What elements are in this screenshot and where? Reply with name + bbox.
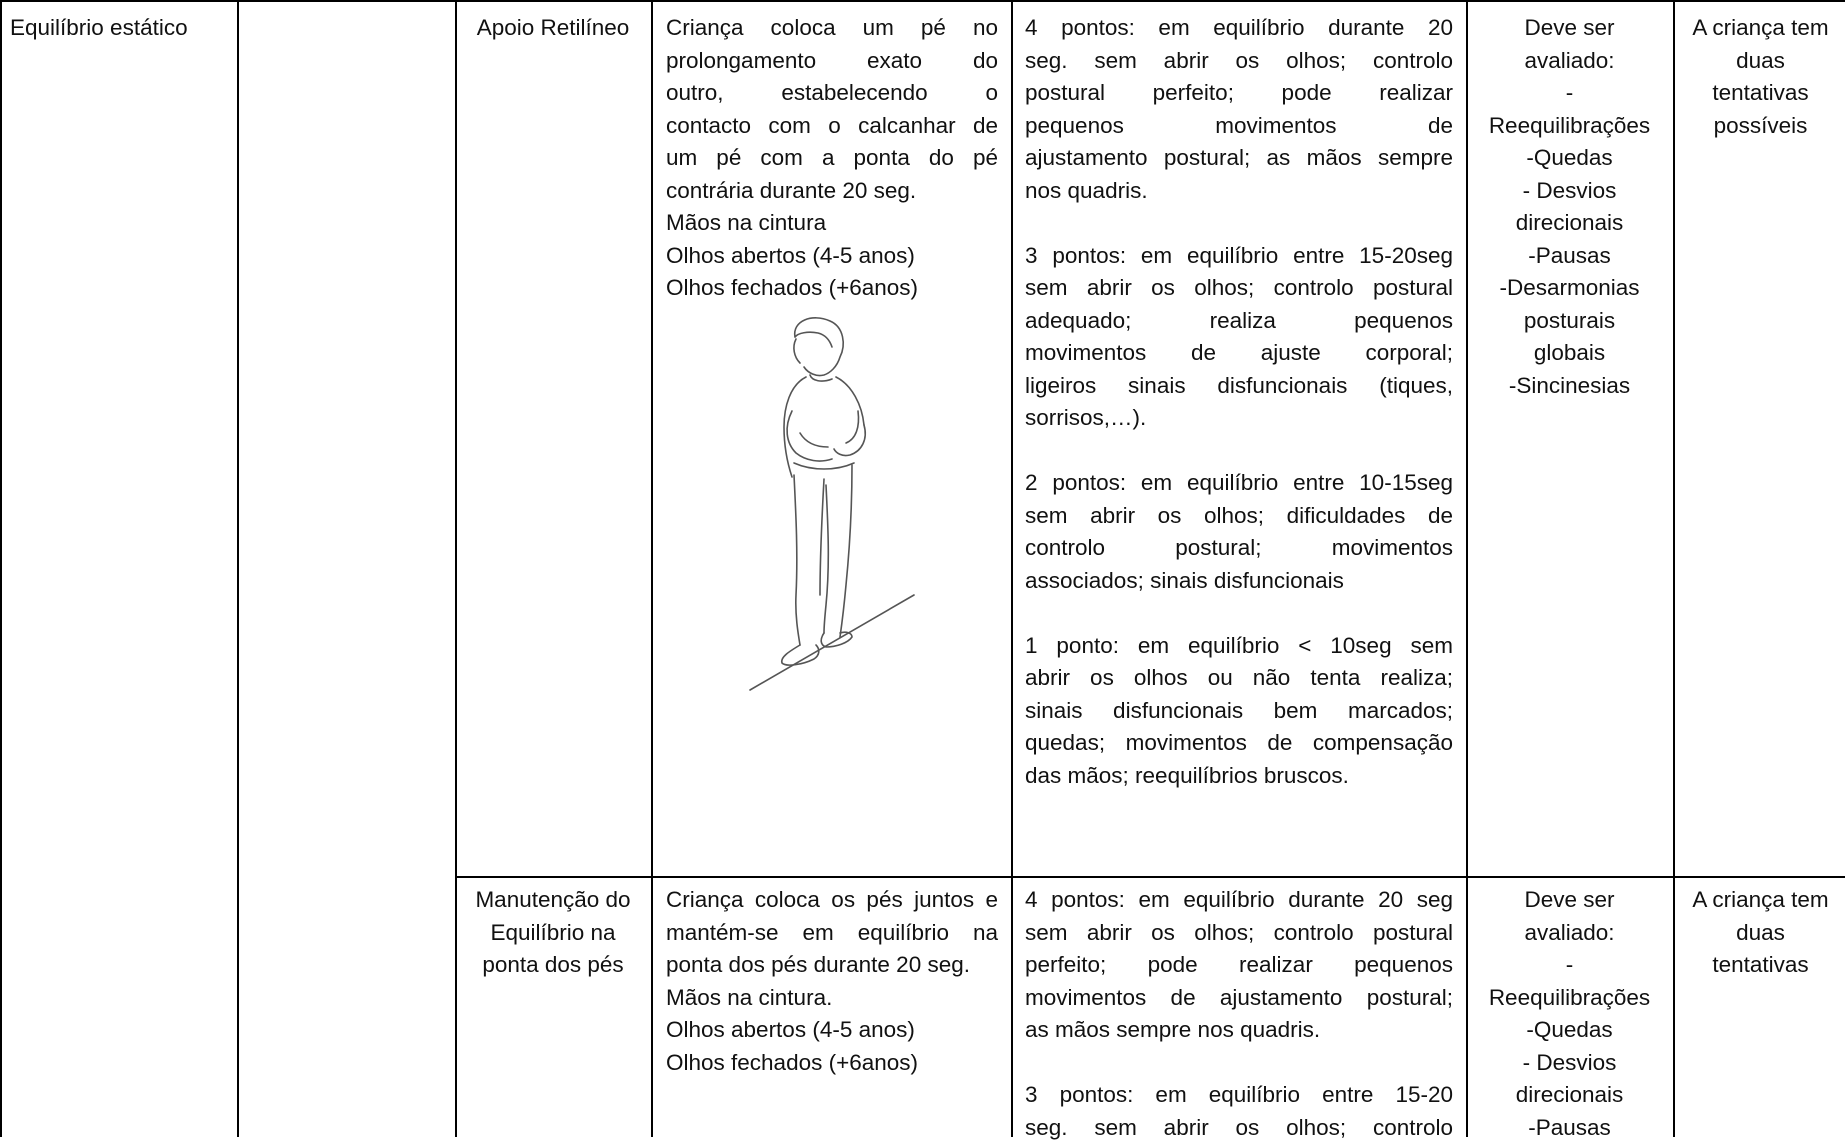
column-divider xyxy=(455,0,457,1137)
scoring-line: 4 pontos: em equilíbrio durante 20 seg xyxy=(1025,884,1453,917)
scoring-line: seg. sem abrir os olhos; controlo xyxy=(1025,45,1453,78)
category-cell xyxy=(10,12,232,45)
attempts-cell xyxy=(1676,884,1845,982)
scoring-line: adequado; realiza pequenos xyxy=(1025,305,1453,338)
description-line: Criança coloca os pés juntos e xyxy=(666,884,998,917)
scoring-cell xyxy=(1025,884,1453,1144)
evaluate-line: -Pausas xyxy=(1469,1112,1670,1144)
evaluate-line: direcionais xyxy=(1469,207,1670,240)
scoring-line: controlo postural; movimentos xyxy=(1025,532,1453,565)
evaluate-line: globais xyxy=(1469,337,1670,370)
evaluate-line: -Quedas xyxy=(1469,142,1670,175)
attempts-cell xyxy=(1676,12,1845,142)
scoring-line: perfeito; pode realizar pequenos xyxy=(1025,949,1453,982)
scoring-line: pequenos movimentos de xyxy=(1025,110,1453,143)
scoring-line: ajustamento postural; as mãos sempre xyxy=(1025,142,1453,175)
evaluate-cell xyxy=(1469,884,1670,1144)
scoring-line: sinais disfuncionais bem marcados; xyxy=(1025,695,1453,728)
attempts-line: duas xyxy=(1676,917,1845,950)
column-divider xyxy=(1011,0,1013,1137)
description-line: prolongamento exato do xyxy=(666,45,998,78)
scoring-line: quedas; movimentos de compensação xyxy=(1025,727,1453,760)
task-name: Manutenção do xyxy=(458,884,648,917)
column-divider xyxy=(1673,0,1675,1137)
description-line: Olhos abertos (4-5 anos) xyxy=(666,240,998,273)
attempts-line: A criança tem xyxy=(1676,884,1845,917)
attempts-line: tentativas xyxy=(1676,77,1845,110)
evaluate-line: direcionais xyxy=(1469,1079,1670,1112)
description-line: Olhos abertos (4-5 anos) xyxy=(666,1014,998,1047)
evaluate-line: Reequilibrações xyxy=(1469,110,1670,143)
evaluate-cell xyxy=(1469,12,1670,402)
evaluate-line: Reequilibrações xyxy=(1469,982,1670,1015)
task-name: Equilíbrio na xyxy=(458,917,648,950)
scoring-line: das mãos; reequilíbrios bruscos. xyxy=(1025,760,1453,793)
description-line: mantém-se em equilíbrio na xyxy=(666,917,998,950)
scoring-line: sorrisos,…). xyxy=(1025,402,1453,435)
table-border-left xyxy=(0,0,2,1137)
description-line: Mãos na cintura xyxy=(666,207,998,240)
description-line: um pé com a ponta do pé xyxy=(666,142,998,175)
scoring-line: 4 pontos: em equilíbrio durante 20 xyxy=(1025,12,1453,45)
description-line: ponta dos pés durante 20 seg. xyxy=(666,949,998,982)
column-divider xyxy=(1466,0,1468,1137)
description-line: contrária durante 20 seg. xyxy=(666,175,998,208)
category-label: Equilíbrio estático xyxy=(10,12,232,45)
task-name: Apoio Retilíneo xyxy=(458,12,648,45)
description-line: Mãos na cintura. xyxy=(666,982,998,1015)
table-border-top xyxy=(0,0,1845,2)
scoring-line: 3 pontos: em equilíbrio entre 15-20 xyxy=(1025,1079,1453,1112)
scoring-line: postural perfeito; pode realizar xyxy=(1025,77,1453,110)
column-divider xyxy=(651,0,653,1137)
scoring-line: sem abrir os olhos; dificuldades de xyxy=(1025,500,1453,533)
scoring-line: 1 ponto: em equilíbrio < 10seg sem xyxy=(1025,630,1453,663)
attempts-line: duas xyxy=(1676,45,1845,78)
scoring-line: 2 pontos: em equilíbrio entre 10-15seg xyxy=(1025,467,1453,500)
description-line: contacto com o calcanhar de xyxy=(666,110,998,143)
attempts-line: tentativas xyxy=(1676,949,1845,982)
evaluate-line: -Sincinesias xyxy=(1469,370,1670,403)
column-divider xyxy=(237,0,239,1137)
evaluate-line: - Desvios xyxy=(1469,1047,1670,1080)
child-standing-on-line-illustration xyxy=(740,315,920,695)
scoring-line: associados; sinais disfuncionais xyxy=(1025,565,1453,598)
evaluate-line: -Quedas xyxy=(1469,1014,1670,1047)
evaluate-line: -Pausas xyxy=(1469,240,1670,273)
scoring-line: sem abrir os olhos; controlo postural xyxy=(1025,272,1453,305)
evaluate-line: Deve ser xyxy=(1469,884,1670,917)
scoring-cell xyxy=(1025,12,1453,792)
scoring-line: movimentos de ajustamento postural; xyxy=(1025,982,1453,1015)
evaluate-line: - xyxy=(1469,949,1670,982)
evaluate-line: posturais xyxy=(1469,305,1670,338)
scoring-line: abrir os olhos ou não tenta realiza; xyxy=(1025,662,1453,695)
scoring-line: seg. sem abrir os olhos; controlo xyxy=(1025,1112,1453,1144)
scoring-line: ligeiros sinais disfuncionais (tiques, xyxy=(1025,370,1453,403)
scoring-line: as mãos sempre nos quadris. xyxy=(1025,1014,1453,1047)
attempts-line: A criança tem xyxy=(1676,12,1845,45)
attempts-line: possíveis xyxy=(1676,110,1845,143)
evaluate-line: avaliado: xyxy=(1469,917,1670,950)
row-divider xyxy=(455,876,1845,878)
scoring-line: movimentos de ajuste corporal; xyxy=(1025,337,1453,370)
task-cell xyxy=(458,884,648,982)
evaluate-line: - Desvios xyxy=(1469,175,1670,208)
description-line: Olhos fechados (+6anos) xyxy=(666,272,998,305)
evaluate-line: avaliado: xyxy=(1469,45,1670,78)
scoring-line: sem abrir os olhos; controlo postural xyxy=(1025,917,1453,950)
description-cell xyxy=(666,884,998,1079)
evaluate-line: - xyxy=(1469,77,1670,110)
description-cell xyxy=(666,12,998,305)
evaluate-line: Deve ser xyxy=(1469,12,1670,45)
description-line: outro, estabelecendo o xyxy=(666,77,998,110)
description-line: Criança coloca um pé no xyxy=(666,12,998,45)
task-cell xyxy=(458,12,648,45)
evaluate-line: -Desarmonias xyxy=(1469,272,1670,305)
task-name: ponta dos pés xyxy=(458,949,648,982)
scoring-line: nos quadris. xyxy=(1025,175,1453,208)
description-line: Olhos fechados (+6anos) xyxy=(666,1047,998,1080)
scoring-line: 3 pontos: em equilíbrio entre 15-20seg xyxy=(1025,240,1453,273)
